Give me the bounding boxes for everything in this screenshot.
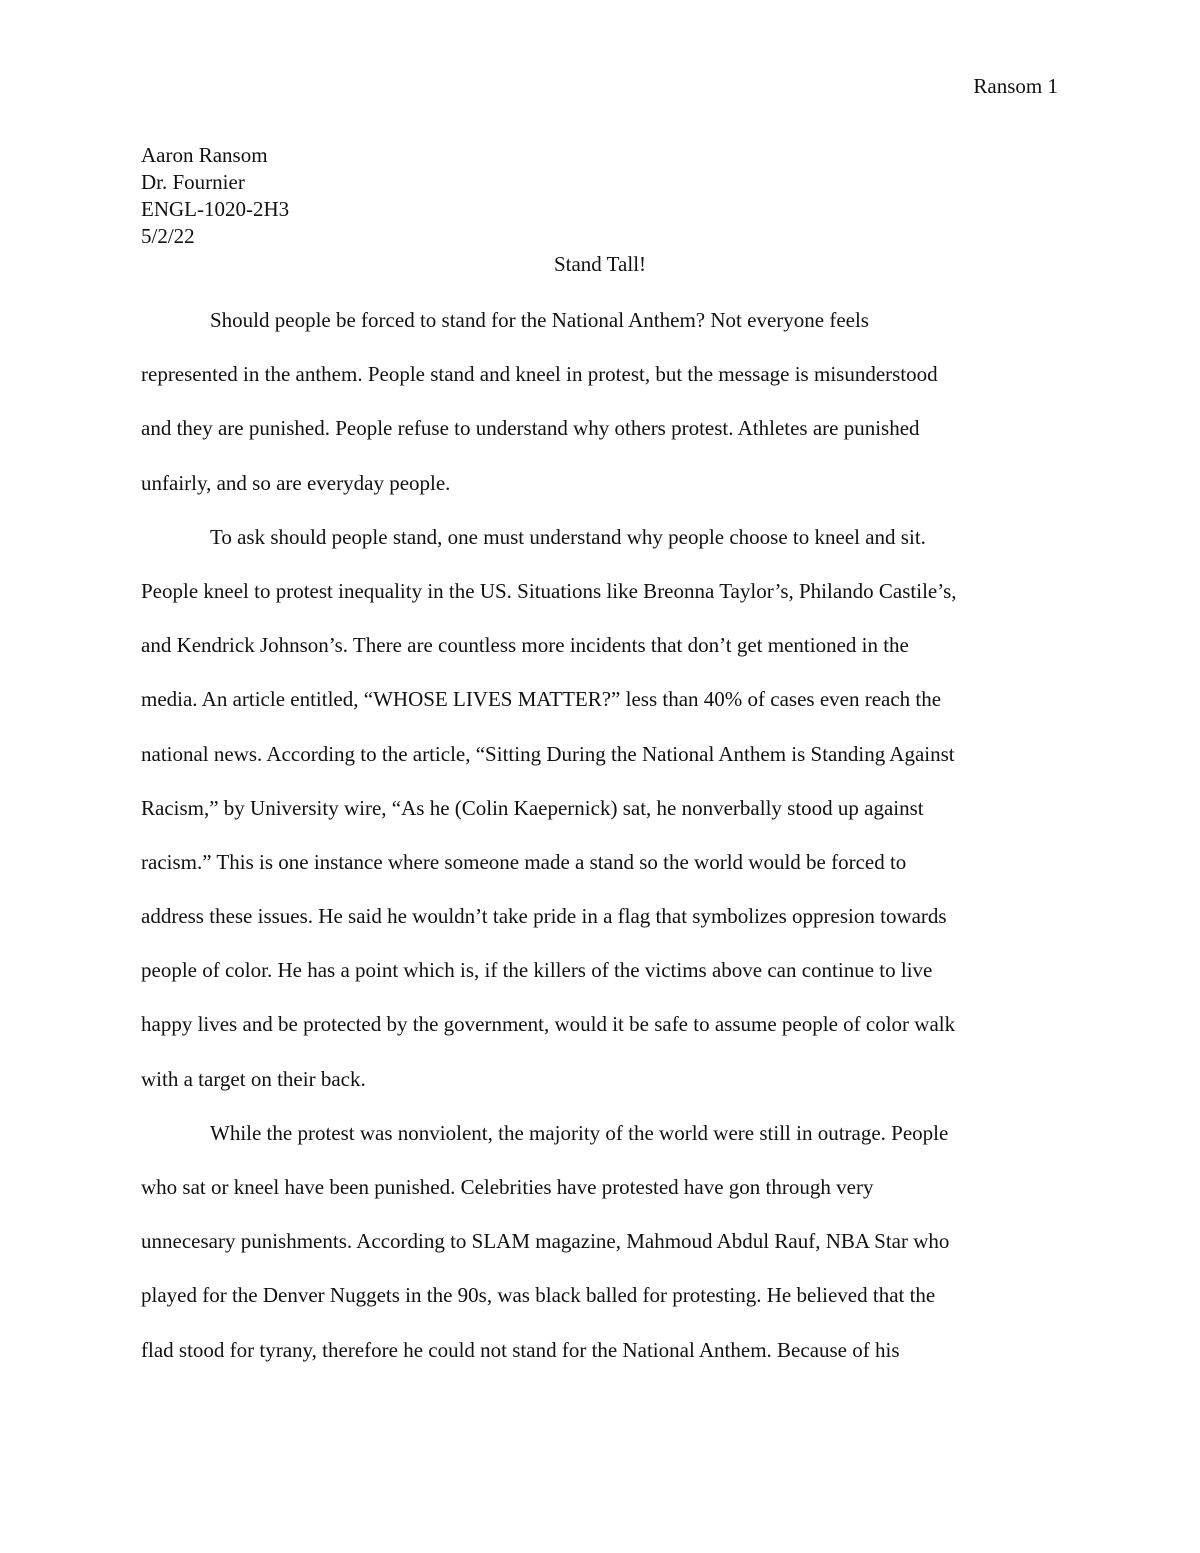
- body-line: People kneel to protest inequality in the US. Situations like Breonna Taylor’s, Philando Castile’s,: [141, 578, 957, 603]
- body-line: national news. According to the article, “Sitting During the National Anthem is Standing Against: [141, 741, 955, 766]
- body-line: unfairly, and so are everyday people.: [141, 470, 451, 495]
- body-line: played for the Denver Nuggets in the 90s, was black balled for protesting. He believed that the: [141, 1283, 936, 1308]
- body-line: To ask should people stand, one must understand why people choose to kneel and sit.: [210, 524, 926, 549]
- body-line: media. An article entitled, “WHOSE LIVES MATTER?” less than 40% of cases even reach the: [141, 687, 942, 712]
- instructor-name: Dr. Fournier: [141, 170, 245, 194]
- body-line: racism.” This is one instance where someone made a stand so the world would be forced to: [141, 849, 907, 874]
- body-line: happy lives and be protected by the government, would it be safe to assume people of color walk: [141, 1012, 956, 1037]
- author-name: Aaron Ransom: [141, 143, 268, 167]
- body-line: unnecesary punishments. According to SLAM magazine, Mahmoud Abdul Rauf, NBA Star who: [141, 1229, 950, 1254]
- body-line: represented in the anthem. People stand and kneel in protest, but the message is misunderstood: [141, 362, 938, 387]
- body-line: and they are punished. People refuse to understand why others protest. Athletes are punished: [141, 416, 920, 441]
- body-line: address these issues. He said he wouldn’t take pride in a flag that symbolizes oppresion towards: [141, 904, 947, 929]
- running-head: Ransom 1: [973, 74, 1058, 98]
- body-line: and Kendrick Johnson’s. There are countless more incidents that don’t get mentioned in the: [141, 633, 909, 658]
- essay-body: [141, 300, 1071, 1384]
- body-line: While the protest was nonviolent, the majority of the world were still in outrage. People: [210, 1120, 949, 1145]
- body-line: Racism,” by University wire, “As he (Colin Kaepernick) sat, he nonverbally stood up against: [141, 795, 924, 820]
- essay-title: Stand Tall!: [553, 252, 647, 276]
- body-line: Should people be forced to stand for the National Anthem? Not everyone feels: [210, 308, 869, 332]
- body-line: with a target on their back.: [141, 1066, 366, 1091]
- essay-date: 5/2/22: [141, 224, 195, 248]
- body-line: who sat or kneel have been punished. Celebrities have protested have gon through very: [141, 1175, 874, 1199]
- mla-heading: [141, 142, 289, 250]
- course-code: ENGL-1020-2H3: [141, 197, 290, 221]
- body-line: people of color. He has a point which is, if the killers of the victims above can continue to live: [141, 958, 933, 983]
- body-line: flad stood for tyrany, therefore he could not stand for the National Anthem. Because of his: [141, 1337, 900, 1362]
